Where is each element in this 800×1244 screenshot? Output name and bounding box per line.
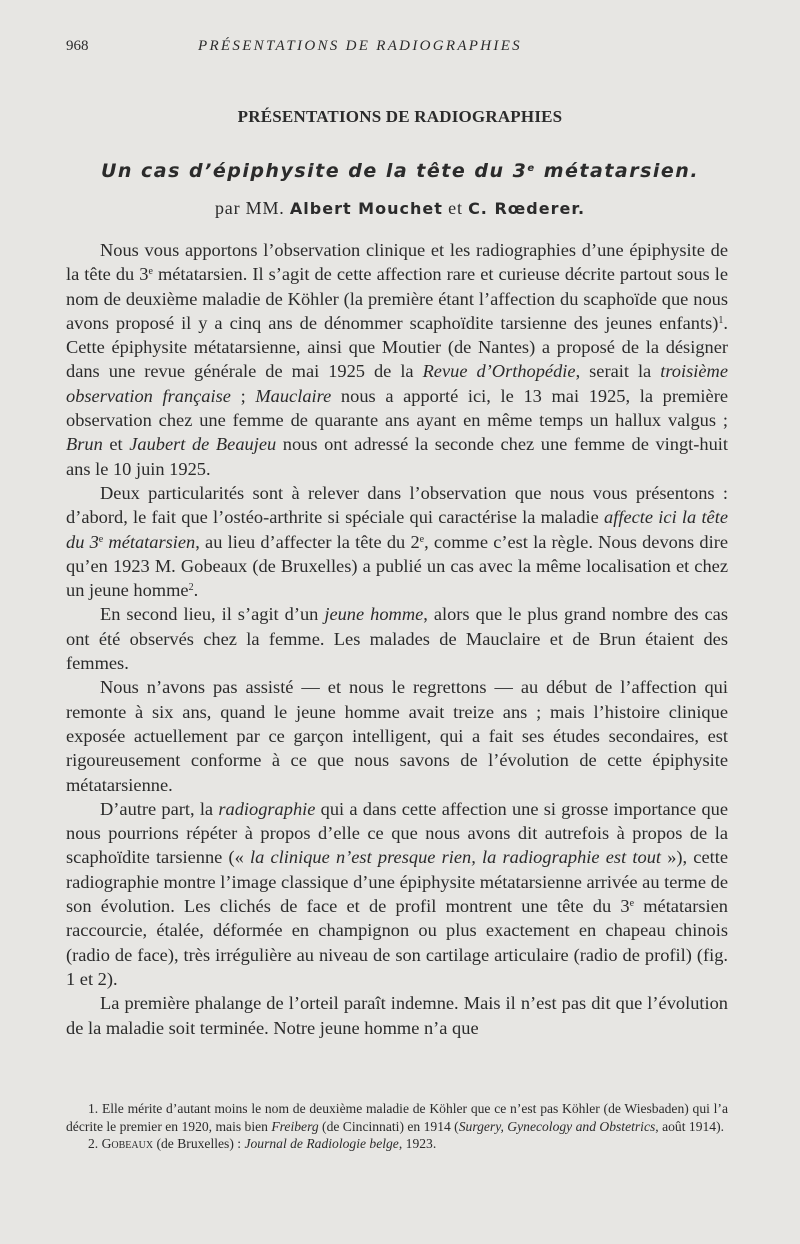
footnote-ref: 2 <box>188 582 194 594</box>
author-name: Albert Mouchet <box>289 199 443 218</box>
author-ref: Jaubert de Beaujeu <box>129 434 277 455</box>
text-run: , comme c’est la règle. Nous devons dire qu’en 1923 M. Gobeaux (de Bruxelles) a publié un cas avec la même localisation et chez un jeune homme <box>66 531 728 601</box>
superscript: e <box>527 163 536 174</box>
article-body <box>66 238 728 1040</box>
italic-phrase: jeune homme <box>324 604 424 625</box>
author-ref: Freiberg <box>271 1118 319 1134</box>
text-run: qui a dans cette affection une si grosse importance que nous pourrions répéter à propos d’elle ce que nous avons dit autrefois à propos de la scaphoïdite tarsienne (« <box>66 798 728 868</box>
page-header <box>66 38 736 58</box>
paragraph <box>66 238 728 481</box>
superscript: e <box>419 533 425 545</box>
superscript: e <box>98 533 104 545</box>
footnote-2 <box>66 1135 728 1153</box>
running-title: PRÉSENTATIONS DE RADIOGRAPHIES <box>198 38 522 54</box>
text-run: , au lieu d’affecter la tête du 2 <box>195 531 420 552</box>
italic-phrase: affecte ici la tête du 3 <box>66 507 728 552</box>
text-run: En second lieu, il s’agit d’un <box>100 604 325 625</box>
footnote-1 <box>66 1100 728 1135</box>
paragraph: Nous n’avons pas assisté — et nous le regrettons — au début de l’affection qui remonte à six ans, quand le jeune homme avait treize ans ; mais l’histoire clinique exposée actuellement par ce garçon intelligent, qui a fait ses études secondaires, est rigoureusement conforme à ce que nous savons de l’évolution de cette épiphysite métatarsienne. <box>66 677 728 795</box>
article-title-text: Un cas d’épiphysite de la tête du 3 <box>100 160 528 182</box>
text-run: (de Cincinnati) en 1914 ( <box>318 1118 459 1134</box>
superscript: e <box>148 266 153 278</box>
page-number: 968 <box>66 38 89 54</box>
byline <box>0 198 800 219</box>
text-run: ; <box>230 385 256 406</box>
text-run: . <box>193 580 199 601</box>
author-ref: Mauclaire <box>255 385 332 406</box>
paragraph <box>66 797 728 991</box>
paragraph <box>66 481 728 602</box>
text-run: nous a apporté ici, le 13 mai 1925, la première observation chez une femme de quarante ans ayant en même temps un hallux valgus ; <box>66 385 728 431</box>
text-run: 1. Elle mérite d’autant moins le nom de deuxième maladie de Köhler que ce n’est pas Köhler (de Wiesbaden) qui l’a décrite le premier en 1920, mais bien <box>66 1101 728 1134</box>
byline-prefix: par MM. <box>214 198 290 218</box>
journal-title: Journal de Radiologie belge <box>244 1136 399 1151</box>
text-run: métatarsien. Il s’agit de cette affection rare et curieuse décrite partout sous le nom de deuxième maladie de Köhler (la première étant l’affection du scaphoïde que nous avons proposé il y a cinq ans de dénommer scaphoïdite tarsienne des jeunes enfants) <box>66 264 728 333</box>
article-title <box>0 160 800 182</box>
text-run: 2. <box>88 1136 102 1151</box>
paragraph <box>66 602 728 675</box>
byline-conjunction: et <box>442 198 469 218</box>
journal-title: Surgery, Gynecology and Obstetrics <box>458 1118 656 1134</box>
journal-title: Revue d’Orthopédie <box>422 361 576 382</box>
quotation: la clinique n’est presque rien, la radiographie est tout <box>250 847 661 868</box>
footnotes <box>66 1100 728 1153</box>
text-run: (de Bruxelles) : <box>153 1136 245 1151</box>
footnote-ref: 1 <box>718 314 724 326</box>
text-run: , serait la <box>575 361 661 382</box>
article-title-text-end: métatarsien. <box>535 160 700 182</box>
text-run: nous ont adressé la seconde chez une femme de vingt-huit ans le 10 juin 1925. <box>66 434 729 479</box>
text-run: , août 1914). <box>655 1118 725 1134</box>
italic-phrase: troisième observation française <box>66 361 728 406</box>
text-run: et <box>102 434 130 455</box>
text-run: »), cette radiographie montre l’image classique d’une épiphysite métatarsienne arrivée au terme de son évolution. Les clichés de face et de profil montrent une tête du 3 <box>66 847 728 917</box>
text-run: , 1923. <box>398 1136 437 1151</box>
superscript: e <box>629 898 635 910</box>
text-run: , alors que le plus grand nombre des cas ont été observés chez la femme. Les malades de Mauclaire et de Brun étaient des femmes. <box>66 604 728 674</box>
text-run: Nous vous apportons l’observation clinique et les radiographies d’une épiphysite de la tête du 3 <box>66 240 728 285</box>
text-run: D’autre part, la <box>100 798 219 819</box>
paragraph: La première phalange de l’orteil paraît indemne. Mais il n’est pas dit que l’évolution de la maladie soit terminée. Notre jeune homme n’a que <box>66 993 728 1038</box>
text-run: métatarsien raccourcie, étalée, déformée en champignon ou plus exactement en chapeau chinois (radio de face), très irrégulière au niveau de son cartilage articulaire (radio de profil) (fig. 1 et 2). <box>66 896 728 989</box>
author-ref: Brun <box>66 434 103 455</box>
italic-phrase: métatarsien <box>103 531 196 552</box>
section-title: PRÉSENTATIONS DE RADIOGRAPHIES <box>237 107 563 126</box>
author-ref: Gobeaux <box>101 1136 154 1151</box>
text-run: . Cette épiphysite métatarsienne, ainsi que Moutier (de Nantes) a proposé de la désigner dans une revue générale de mai 1925 de la <box>66 312 728 382</box>
author-name: C. Rœderer. <box>468 199 586 218</box>
text-run: Deux particularités sont à relever dans l’observation que nous vous présentons : d’abord, le fait que l’ostéo-arthrite si spéciale qui caractérise la maladie <box>66 482 728 528</box>
italic-phrase: radiographie <box>218 798 316 819</box>
